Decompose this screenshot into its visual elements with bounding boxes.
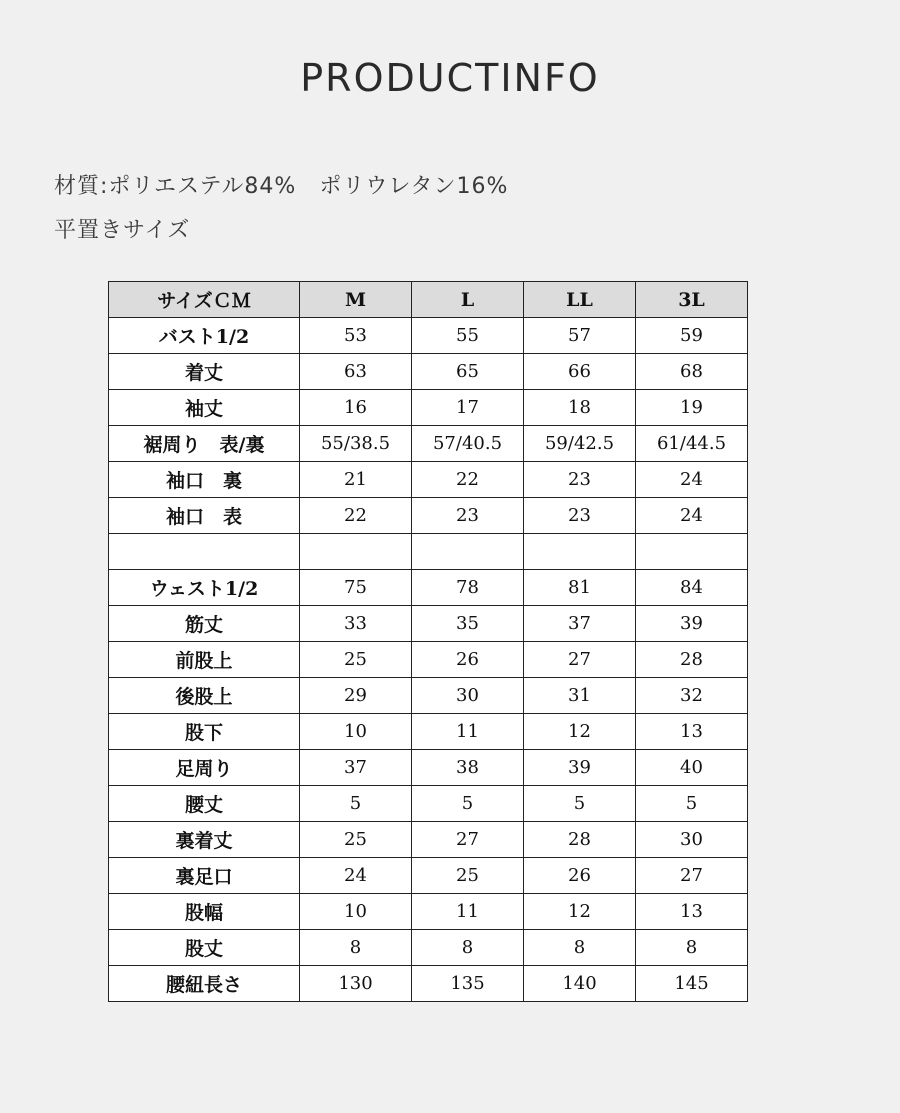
table-row [109,462,748,498]
size-value-cell: 24 [636,498,748,534]
table-row [109,894,748,930]
table-row [109,930,748,966]
header-size-3l: 3L [636,282,748,318]
size-value-cell: 66 [524,354,636,390]
size-value-cell: 8 [524,930,636,966]
size-value-cell: 23 [524,498,636,534]
row-label: 股幅 [109,894,300,930]
row-label [109,534,300,570]
table-row [109,750,748,786]
size-value-cell: 75 [300,570,412,606]
table-row [109,390,748,426]
row-label: 股丈 [109,930,300,966]
material-text: 材質:ポリエステル84% ポリウレタン16% [54,174,509,199]
size-value-cell: 26 [412,642,524,678]
size-value-cell: 11 [412,894,524,930]
table-row [109,678,748,714]
row-label: 袖口 表 [109,498,300,534]
size-value-cell: 8 [412,930,524,966]
page-title: PRODUCTINFO [300,56,600,100]
size-value-cell: 59/42.5 [524,426,636,462]
row-label: ウェスト1/2 [109,570,300,606]
size-value-cell: 63 [300,354,412,390]
size-value-cell: 23 [412,498,524,534]
size-value-cell: 65 [412,354,524,390]
table-row [109,606,748,642]
row-label: 股下 [109,714,300,750]
size-value-cell: 39 [524,750,636,786]
size-value-cell: 27 [412,822,524,858]
row-label: 裏着丈 [109,822,300,858]
size-value-cell [636,534,748,570]
size-value-cell: 30 [412,678,524,714]
size-value-cell: 68 [636,354,748,390]
table-header-row [109,282,748,318]
size-value-cell: 29 [300,678,412,714]
row-label: 裏足口 [109,858,300,894]
size-value-cell: 130 [300,966,412,1002]
size-value-cell: 28 [636,642,748,678]
size-value-cell: 27 [636,858,748,894]
size-value-cell: 84 [636,570,748,606]
size-value-cell: 25 [412,858,524,894]
table-row [109,354,748,390]
size-value-cell: 23 [524,462,636,498]
size-value-cell: 61/44.5 [636,426,748,462]
size-value-cell: 21 [300,462,412,498]
size-value-cell: 24 [636,462,748,498]
size-value-cell: 13 [636,714,748,750]
size-value-cell: 30 [636,822,748,858]
size-value-cell: 17 [412,390,524,426]
row-label: 着丈 [109,354,300,390]
header-size-m: M [300,282,412,318]
row-label: バスト1/2 [109,318,300,354]
size-value-cell: 13 [636,894,748,930]
size-value-cell: 24 [300,858,412,894]
table-row [109,426,748,462]
table-row [109,498,748,534]
row-label: 筋丈 [109,606,300,642]
row-label: 袖口 裏 [109,462,300,498]
table-body [109,318,748,1002]
size-value-cell: 25 [300,822,412,858]
header-size-ll: LL [524,282,636,318]
row-label: 足周り [109,750,300,786]
table-row [109,318,748,354]
size-value-cell: 19 [636,390,748,426]
size-value-cell: 31 [524,678,636,714]
header-size-cm: サイズＣＭ [109,282,300,318]
header-size-l: L [412,282,524,318]
size-value-cell: 145 [636,966,748,1002]
size-value-cell: 5 [524,786,636,822]
size-value-cell: 26 [524,858,636,894]
size-value-cell: 38 [412,750,524,786]
size-value-cell: 27 [524,642,636,678]
flat-size-heading: 平置きサイズ [54,218,191,243]
table-row [109,786,748,822]
size-value-cell: 8 [300,930,412,966]
row-label: 腰丈 [109,786,300,822]
row-label: 前股上 [109,642,300,678]
size-value-cell: 11 [412,714,524,750]
size-value-cell: 10 [300,714,412,750]
size-value-cell: 59 [636,318,748,354]
size-value-cell: 33 [300,606,412,642]
size-value-cell: 57 [524,318,636,354]
size-value-cell: 25 [300,642,412,678]
table-row [109,570,748,606]
size-value-cell: 55/38.5 [300,426,412,462]
row-label: 後股上 [109,678,300,714]
size-value-cell: 12 [524,714,636,750]
size-value-cell: 37 [524,606,636,642]
size-value-cell: 78 [412,570,524,606]
table-row [109,822,748,858]
size-value-cell: 57/40.5 [412,426,524,462]
size-value-cell: 37 [300,750,412,786]
size-value-cell [300,534,412,570]
row-label: 袖丈 [109,390,300,426]
size-value-cell: 16 [300,390,412,426]
table-row [109,714,748,750]
size-value-cell: 5 [412,786,524,822]
size-value-cell: 5 [636,786,748,822]
size-value-cell: 53 [300,318,412,354]
table-row [109,534,748,570]
size-value-cell [412,534,524,570]
size-value-cell [524,534,636,570]
size-value-cell: 10 [300,894,412,930]
size-value-cell: 39 [636,606,748,642]
size-value-cell: 5 [300,786,412,822]
size-value-cell: 81 [524,570,636,606]
size-value-cell: 135 [412,966,524,1002]
size-table [108,281,748,1002]
size-value-cell: 22 [300,498,412,534]
size-value-cell: 40 [636,750,748,786]
row-label: 腰紐長さ [109,966,300,1002]
size-value-cell: 140 [524,966,636,1002]
size-value-cell: 28 [524,822,636,858]
size-value-cell: 35 [412,606,524,642]
size-value-cell: 12 [524,894,636,930]
size-value-cell: 18 [524,390,636,426]
size-value-cell: 32 [636,678,748,714]
size-value-cell: 8 [636,930,748,966]
size-value-cell: 55 [412,318,524,354]
size-value-cell: 22 [412,462,524,498]
table-row [109,642,748,678]
table-row [109,966,748,1002]
row-label: 裾周り 表/裏 [109,426,300,462]
table-row [109,858,748,894]
